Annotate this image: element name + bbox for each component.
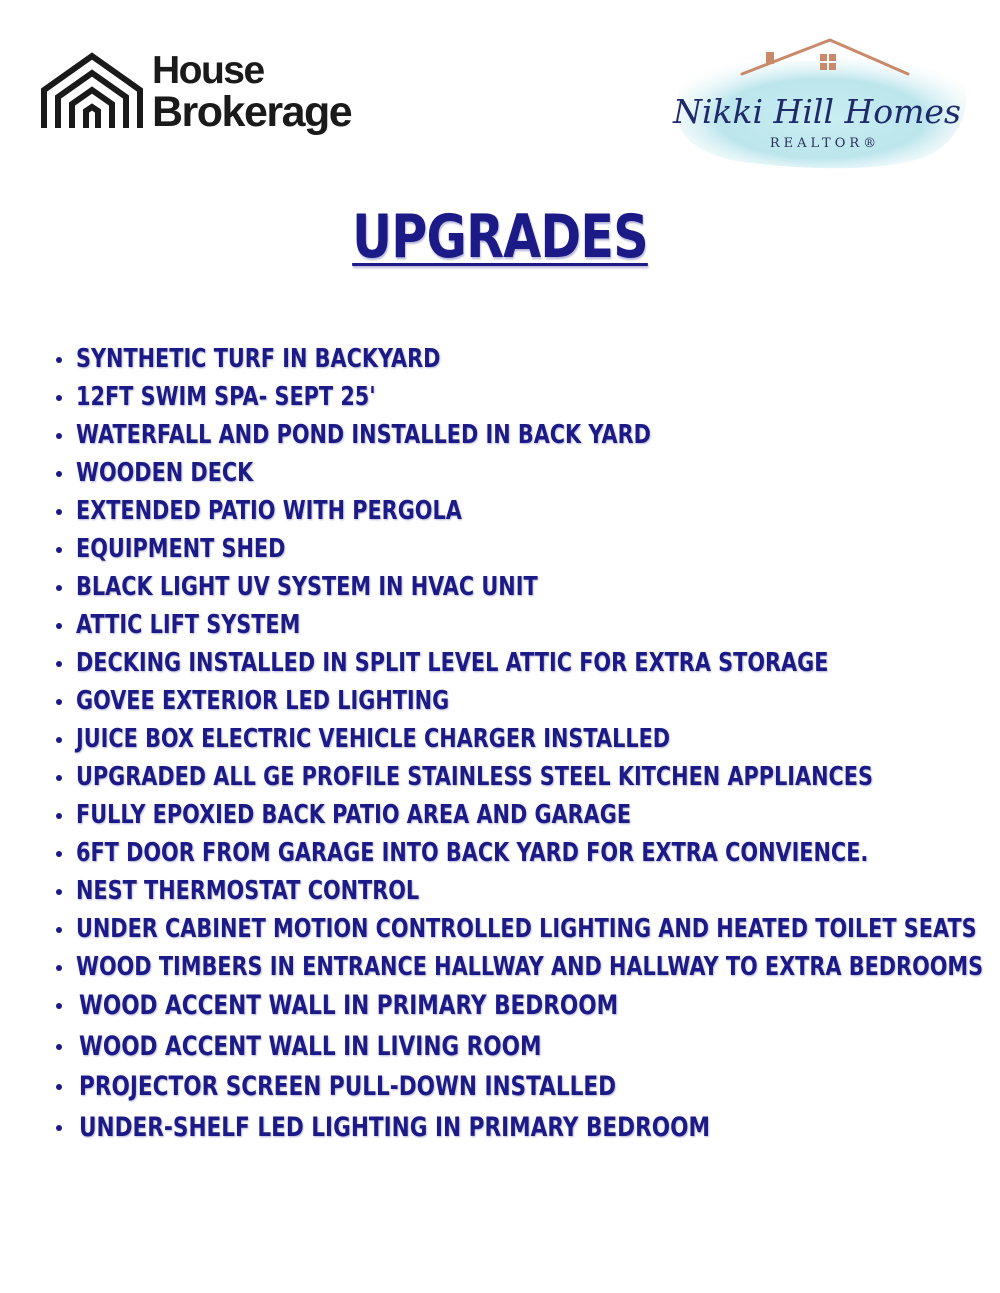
realtor-name: Nikki Hill Homes bbox=[673, 92, 961, 131]
bullet-icon bbox=[56, 965, 62, 971]
list-item-text: ATTIC LIFT SYSTEM bbox=[76, 610, 301, 640]
bullet-icon bbox=[56, 699, 62, 705]
list-item bbox=[52, 680, 982, 718]
list-item bbox=[52, 984, 982, 1025]
bullet-icon bbox=[56, 737, 62, 743]
page-title bbox=[90, 202, 910, 272]
list-item bbox=[52, 946, 982, 984]
list-item bbox=[52, 338, 982, 376]
page-title-text: UPGRADES bbox=[352, 202, 648, 272]
list-item bbox=[52, 528, 982, 566]
bullet-icon bbox=[56, 395, 62, 401]
list-item-text: WOODEN DECK bbox=[76, 458, 254, 488]
list-item-text: SYNTHETIC TURF IN BACKYARD bbox=[76, 344, 441, 374]
list-item bbox=[52, 756, 982, 794]
list-item-text: 12FT SWIM SPA- SEPT 25' bbox=[76, 382, 376, 412]
bullet-icon bbox=[56, 1084, 62, 1090]
bullet-icon bbox=[56, 433, 62, 439]
bullet-icon bbox=[56, 357, 62, 363]
list-item-text: WOOD ACCENT WALL IN PRIMARY BEDROOM bbox=[79, 990, 619, 1021]
bullet-icon bbox=[56, 623, 62, 629]
list-item-text: WATERFALL AND POND INSTALLED IN BACK YARD bbox=[76, 420, 651, 450]
list-item bbox=[52, 376, 982, 414]
list-item-text: 6FT DOOR FROM GARAGE INTO BACK YARD FOR EXTRA CONVIENCE. bbox=[76, 838, 869, 868]
list-item-text: UNDER CABINET MOTION CONTROLLED LIGHTING AND HEATED TOILET SEATS bbox=[76, 914, 977, 944]
brokerage-name-line1: House bbox=[152, 49, 264, 92]
list-item bbox=[52, 832, 982, 870]
bullet-icon bbox=[56, 927, 62, 933]
list-item bbox=[52, 1065, 982, 1106]
list-item bbox=[52, 642, 982, 680]
list-item-text: EQUIPMENT SHED bbox=[76, 534, 286, 564]
bullet-icon bbox=[56, 509, 62, 515]
list-item-text: FULLY EPOXIED BACK PATIO AREA AND GARAGE bbox=[76, 800, 632, 830]
list-item bbox=[52, 1025, 982, 1066]
list-item-text: NEST THERMOSTAT CONTROL bbox=[76, 876, 420, 906]
bullet-icon bbox=[56, 1003, 62, 1009]
list-item bbox=[52, 794, 982, 832]
brokerage-name bbox=[152, 49, 352, 136]
list-item-text: BLACK LIGHT UV SYSTEM IN HVAC UNIT bbox=[76, 572, 538, 602]
list-item bbox=[52, 908, 982, 946]
brokerage-name-line2: Brokerage bbox=[152, 88, 352, 136]
bullet-icon bbox=[56, 889, 62, 895]
bullet-icon bbox=[56, 775, 62, 781]
realtor-logo bbox=[672, 34, 972, 174]
list-item-text: UPGRADED ALL GE PROFILE STAINLESS STEEL KITCHEN APPLIANCES bbox=[76, 762, 873, 792]
list-item bbox=[52, 490, 982, 528]
list-item bbox=[52, 1106, 982, 1147]
bullet-icon bbox=[56, 547, 62, 553]
house-outline-icon bbox=[40, 52, 144, 130]
list-item-text: PROJECTOR SCREEN PULL-DOWN INSTALLED bbox=[79, 1071, 617, 1102]
realtor-subtitle: REALTOR® bbox=[769, 136, 881, 151]
upgrades-list bbox=[52, 338, 982, 1146]
bullet-icon bbox=[56, 1125, 62, 1131]
list-item bbox=[52, 718, 982, 756]
list-item-text: WOOD TIMBERS IN ENTRANCE HALLWAY AND HALLWAY TO EXTRA BEDROOMS bbox=[76, 952, 984, 982]
bullet-icon bbox=[56, 813, 62, 819]
bullet-icon bbox=[56, 585, 62, 591]
list-item-text: DECKING INSTALLED IN SPLIT LEVEL ATTIC FOR EXTRA STORAGE bbox=[76, 648, 829, 678]
list-item-text: JUICE BOX ELECTRIC VEHICLE CHARGER INSTALLED bbox=[76, 724, 671, 754]
list-item bbox=[52, 566, 982, 604]
house-brokerage-logo bbox=[40, 49, 380, 142]
list-item bbox=[52, 452, 982, 490]
list-item-text: GOVEE EXTERIOR LED LIGHTING bbox=[76, 686, 450, 716]
bullet-icon bbox=[56, 851, 62, 857]
bullet-icon bbox=[56, 471, 62, 477]
list-item-text: WOOD ACCENT WALL IN LIVING ROOM bbox=[79, 1030, 542, 1062]
list-item bbox=[52, 604, 982, 642]
bullet-icon bbox=[56, 661, 62, 667]
list-item bbox=[52, 414, 982, 452]
list-item-text: EXTENDED PATIO WITH PERGOLA bbox=[76, 496, 462, 526]
list-item bbox=[52, 870, 982, 908]
list-item-text: UNDER-SHELF LED LIGHTING IN PRIMARY BEDROOM bbox=[79, 1111, 710, 1143]
bullet-icon bbox=[56, 1044, 62, 1050]
